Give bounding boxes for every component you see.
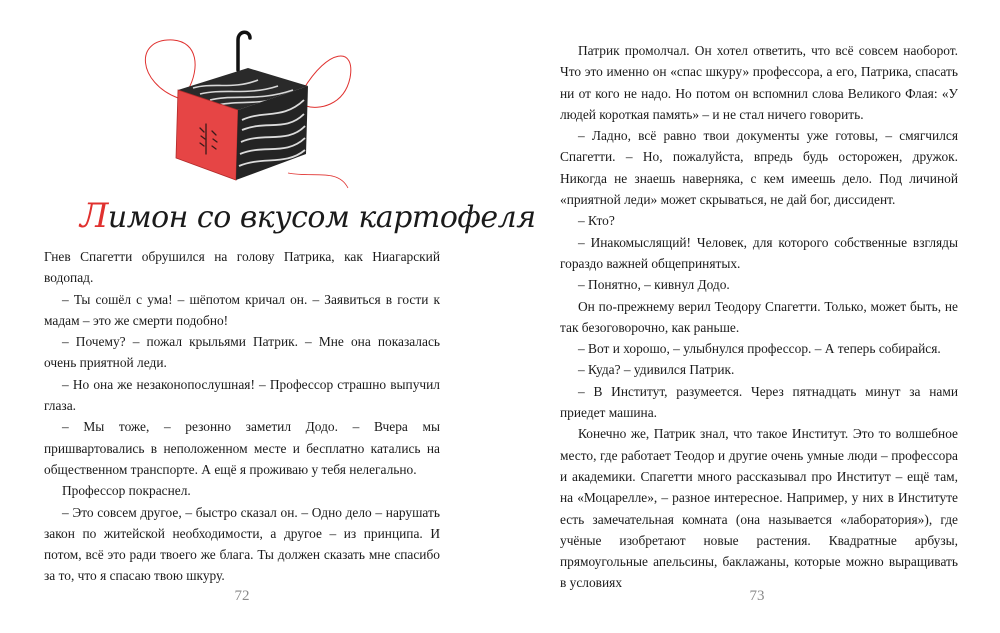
- paragraph: – Куда? – удивился Патрик.: [578, 362, 735, 378]
- cube-illustration: [138, 28, 358, 198]
- paragraph: Он по-прежнему верил Теодору Спагетти. Только, может быть, не так безоговорочно, как раньше.: [560, 298, 958, 335]
- paragraph: – Понятно, – кивнул Додо.: [578, 277, 730, 293]
- right-text-column: [560, 40, 958, 594]
- paragraph: – Вот и хорошо, – улыбнулся профессор. – А теперь собирайся.: [578, 341, 941, 357]
- paragraph: – Инакомыслящий! Человек, для которого собственные взгляды гораздо важней общепринятых.: [560, 234, 958, 271]
- paragraph: Гнев Спагетти обрушился на голову Патрика, как Ниагарский водопад.: [44, 249, 440, 286]
- paragraph: – Это совсем другое, – быстро сказал он. – Одно дело – нарушать закон по житейской необходимости, а другое – из принципа. И потом, всё это ради твоего же блага. Ты должен сказать мне спасибо за то, что я спасаю твою шкуру.: [44, 504, 440, 584]
- paragraph: – Ты сошёл с ума! – шёпотом кричал он. – Заявиться в гости к мадам – это же смерти подобно!: [44, 291, 440, 328]
- chapter-title-rest: имон со вкусом картофеля: [107, 200, 536, 235]
- paragraph: – Ладно, всё равно твои документы уже готовы, – смягчился Спагетти. – Но, пожалуйста, впредь будь осторожен, дружок. Никогда не знаешь наверняка, с кем имеешь дело. Под личиной «приятной леди» может скрываться, не дай бог, диссидент.: [560, 128, 958, 208]
- paragraph: – В Институт, разумеется. Через пятнадцать минут за нами приедет машина.: [560, 383, 958, 421]
- paragraph: – Кто?: [578, 213, 615, 229]
- paragraph: Патрик промолчал. Он хотел ответить, что всё совсем наоборот. Что это именно он «спас шкуру» профессора, а его, Патрика, спасать ни от кого не надо. Но потом он вспомнил слова Великого Флая: «У людей короткая память» – и не стал ничего говорить.: [560, 43, 958, 122]
- paragraph: – Мы тоже, – резонно заметил Додо. – Вчера мы пришвартовались в неположенном месте и бесплатно катались на общественном транспорте. А ещё я проживаю у тебя нелегально.: [44, 419, 440, 477]
- left-text-column: [44, 246, 440, 587]
- chapter-title-initial: Л: [80, 196, 108, 236]
- right-page: [500, 0, 1000, 633]
- chapter-title: [80, 196, 536, 236]
- page-number-left: 72: [234, 588, 250, 604]
- paragraph: – Но она же незаконопослушная! – Профессор страшно выпучил глаза.: [44, 376, 440, 414]
- paragraph: – Почему? – пожал крыльями Патрик. – Мне она показалась очень приятной леди.: [44, 334, 440, 371]
- paragraph: Конечно же, Патрик знал, что такое Институт. Это то волшебное место, где работает Теодор и другие очень умные люди – профессора и академики. Спагетти много рассказывал про Институт – ещё там, на «Моцарелле», – разное интересное. Например, у них в Институте есть замечательная комната (она называется «лаборатория»), где учёные изобретают новые растения. Квадратные арбузы, прямоугольные апельсины, баклажаны, которые можно выращивать в условиях: [560, 426, 958, 591]
- right-wing-thread: [303, 56, 351, 107]
- paragraph: Профессор покраснел.: [62, 483, 191, 499]
- handle: [238, 32, 250, 70]
- page-number-right: 73: [749, 588, 765, 604]
- tail-thread: [288, 173, 348, 188]
